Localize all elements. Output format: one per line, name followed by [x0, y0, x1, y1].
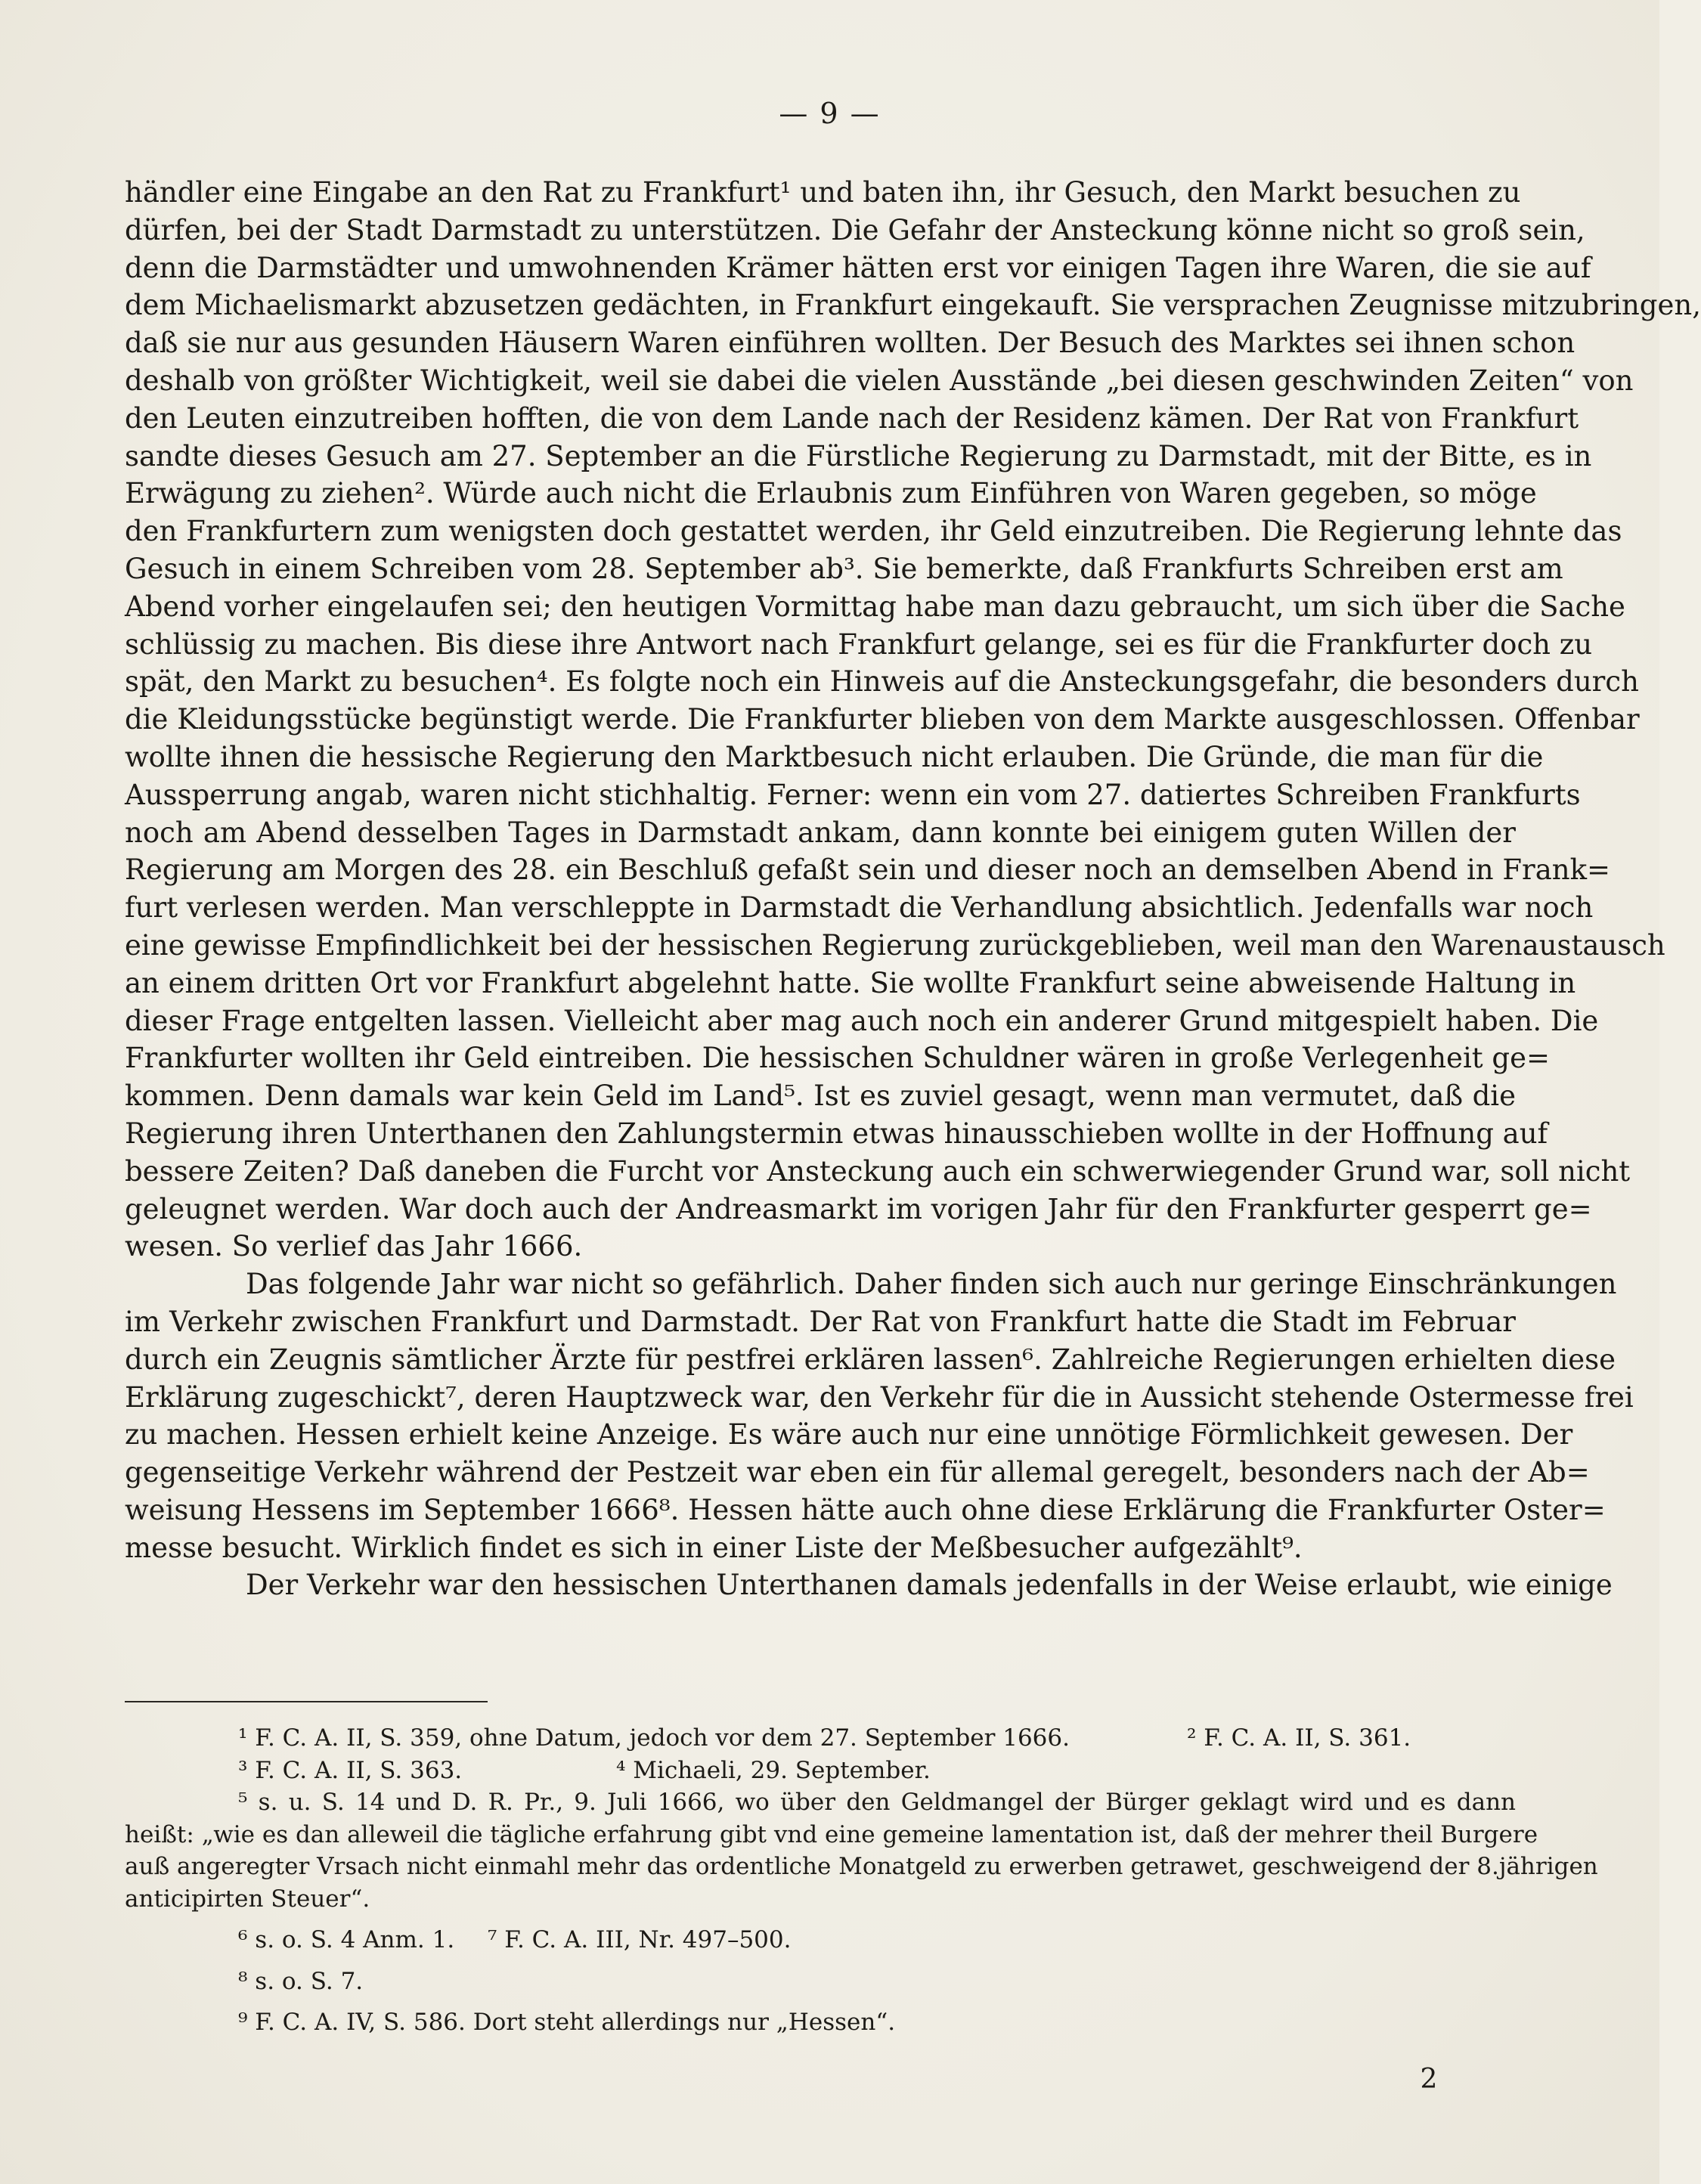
footnote-1: ¹ F. C. A. II, S. 359, ohne Datum, jedoch vor dem 27. September 1666. — [238, 1724, 1070, 1752]
text-line: messe besucht. Wirklich findet es sich in einer Liste der Meßbesucher aufgezählt⁹. — [125, 1531, 1303, 1564]
text-line: Der Verkehr war den hessischen Unterthanen damals jedenfalls in der Weise erlaubt, wie einige — [246, 1569, 1613, 1602]
footnote-3: ³ F. C. A. II, S. 363. — [238, 1756, 463, 1784]
footnote-8: ⁸ s. o. S. 7. — [238, 1967, 364, 1995]
text-line: dem Michaelismarkt abzusetzen gedächten, in Frankfurt eingekauft. Sie versprachen Zeugnisse mitzubringen, — [125, 289, 1701, 322]
text-line: Regierung ihren Unterthanen den Zahlungstermin etwas hinausschieben wollte in der Hoffnung auf — [125, 1117, 1548, 1150]
text-line: den Leuten einzutreiben hofften, die von dem Lande nach der Residenz kämen. Der Rat von Frankfurt — [125, 401, 1579, 435]
footnote-5-cont: auß angeregter Vrsach nicht einmahl mehr das ordentliche Monatgeld zu erwerben getrawet, geschweigend der 8.jährigen — [125, 1853, 1598, 1880]
text-line: zu machen. Hessen erhielt keine Anzeige. Es wäre auch nur eine unnötige Förmlichkeit gewesen. Der — [125, 1418, 1573, 1451]
text-line: wesen. So verlief das Jahr 1666. — [125, 1230, 583, 1263]
text-line: denn die Darmstädter und umwohnenden Krämer hätten erst vor einigen Tagen ihre Waren, die sie auf — [125, 251, 1591, 284]
footnote-9: ⁹ F. C. A. IV, S. 586. Dort steht allerdings nur „Hessen“. — [238, 2009, 896, 2036]
footnote-row — [125, 1755, 1516, 1787]
text-line: schlüssig zu machen. Bis diese ihre Antwort nach Frankfurt gelange, sei es für die Frankfurter doch zu — [125, 627, 1593, 661]
text-line: Gesuch in einem Schreiben vom 28. September ab³. Sie bemerkte, daß Frankfurts Schreiben erst am — [125, 552, 1563, 585]
text-line: geleugnet werden. War doch auch der Andreasmarkt im vorigen Jahr für den Frankfurter gesperrt ge= — [125, 1192, 1592, 1225]
footnotes — [125, 1722, 1598, 2039]
text-line: spät, den Markt zu besuchen⁴. Es folgte noch ein Hinweis auf die Ansteckungsgefahr, die besonders durch — [125, 665, 1639, 699]
text-line: im Verkehr zwischen Frankfurt und Darmstadt. Der Rat von Frankfurt hatte die Stadt im Februar — [125, 1305, 1516, 1338]
text-line: Das folgende Jahr war nicht so gefährlich. Daher finden sich auch nur geringe Einschränkungen — [246, 1268, 1617, 1301]
text-line: wollte ihnen die hessische Regierung den Marktbesuch nicht erlauben. Die Gründe, die man für die — [125, 740, 1544, 773]
text-line: Erwägung zu ziehen². Würde auch nicht die Erlaubnis zum Einführen von Waren gegeben, so möge — [125, 477, 1537, 510]
footnote-5-cont: heißt: „wie es dan alleweil die tägliche erfahrung gibt vnd eine gemeine lamentation ist, daß der mehrer theil Burgere — [125, 1820, 1538, 1848]
footnote-row — [125, 1924, 1516, 1956]
text-line: Erklärung zugeschickt⁷, deren Hauptzweck war, den Verkehr für die in Aussicht stehende Ostermesse frei — [125, 1380, 1634, 1414]
text-line: bessere Zeiten? Daß daneben die Furcht vor Ansteckung auch ein schwerwiegender Grund war, soll nicht — [125, 1154, 1631, 1188]
text-line: dürfen, bei der Stadt Darmstadt zu unterstützen. Die Gefahr der Ansteckung könne nicht so groß sein, — [125, 213, 1585, 246]
text-line: gegenseitige Verkehr während der Pestzeit war eben ein für allemal geregelt, besonders nach der Ab= — [125, 1456, 1590, 1489]
text-line: deshalb von größter Wichtigkeit, weil sie dabei die vielen Ausstände „bei diesen geschwinden Zeiten“ von — [125, 364, 1634, 397]
text-line: Aussperrung angab, waren nicht stichhaltig. Ferner: wenn ein vom 27. datiertes Schreiben Frankfurts — [125, 778, 1581, 811]
text-line: daß sie nur aus gesunden Häusern Waren einführen wollten. Der Besuch des Marktes sei ihnen schon — [125, 327, 1576, 360]
text-line: noch am Abend desselben Tages in Darmstadt ankam, dann konnte bei einigem guten Willen der — [125, 816, 1516, 849]
text-line: furt verlesen werden. Man verschleppte in Darmstadt die Verhandlung absichtlich. Jedenfalls war noch — [125, 891, 1594, 925]
footnote-divider — [125, 1701, 488, 1702]
text-line: eine gewisse Empfindlichkeit bei der hessischen Regierung zurückgeblieben, weil man den Warenaustausch — [125, 928, 1665, 962]
text-line: Regierung am Morgen des 28. ein Beschluß gefaßt sein und dieser noch an demselben Abend in Frank= — [125, 853, 1611, 887]
text-line: händler eine Eingabe an den Rat zu Frankfurt¹ und baten ihn, ihr Gesuch, den Markt besuchen zu — [125, 176, 1521, 209]
footnote-row — [125, 1722, 1516, 1755]
main-text — [125, 174, 1701, 1604]
signature-mark: 2 — [1420, 2064, 1438, 2095]
text-line: die Kleidungsstücke begünstigt werde. Die Frankfurter blieben von dem Markte ausgeschlossen. Offenbar — [125, 703, 1640, 736]
text-line: Frankfurter wollten ihr Geld eintreiben. Die hessischen Schuldner wären in große Verlegenheit ge= — [125, 1042, 1550, 1075]
text-line: dieser Frage entgelten lassen. Vielleicht aber mag auch noch ein anderer Grund mitgespielt haben. Die — [125, 1004, 1599, 1037]
footnote-2: ² F. C. A. II, S. 361. — [1187, 1724, 1411, 1752]
page-number: — 9 — — [779, 97, 881, 130]
text-line: sandte dieses Gesuch am 27. September an die Fürstliche Regierung zu Darmstadt, mit der Bitte, es in — [125, 439, 1592, 472]
footnote-5: ⁵ s. u. S. 14 und D. R. Pr., 9. Juli 1666, wo über den Geldmangel der Bürger geklagt wird und es dann — [238, 1789, 1516, 1816]
text-line: durch ein Zeugnis sämtlicher Ärzte für pestfrei erklären lassen⁶. Zahlreiche Regierungen erhielten diese — [125, 1343, 1616, 1376]
text-line: weisung Hessens im September 1666⁸. Hessen hätte auch ohne diese Erklärung die Frankfurter Oster= — [125, 1493, 1606, 1526]
footnote-6: ⁶ s. o. S. 4 Anm. 1. — [238, 1926, 455, 1953]
text-line: Abend vorher eingelaufen sei; den heutigen Vormittag habe man dazu gebraucht, um sich über die Sache — [125, 590, 1625, 623]
footnote-5-cont: anticipirten Steuer“. — [125, 1885, 370, 1913]
footnote-4: ⁴ Michaeli, 29. September. — [616, 1756, 931, 1784]
text-line: an einem dritten Ort vor Frankfurt abgelehnt hatte. Sie wollte Frankfurt seine abweisende Haltung in — [125, 966, 1576, 999]
text-line: den Frankfurtern zum wenigsten doch gestattet werden, ihr Geld einzutreiben. Die Regierung lehnte das — [125, 515, 1622, 548]
footnote-7: ⁷ F. C. A. III, Nr. 497–500. — [488, 1926, 792, 1953]
text-line: kommen. Denn damals war kein Geld im Land⁵. Ist es zuviel gesagt, wenn man vermutet, daß die — [125, 1080, 1516, 1113]
